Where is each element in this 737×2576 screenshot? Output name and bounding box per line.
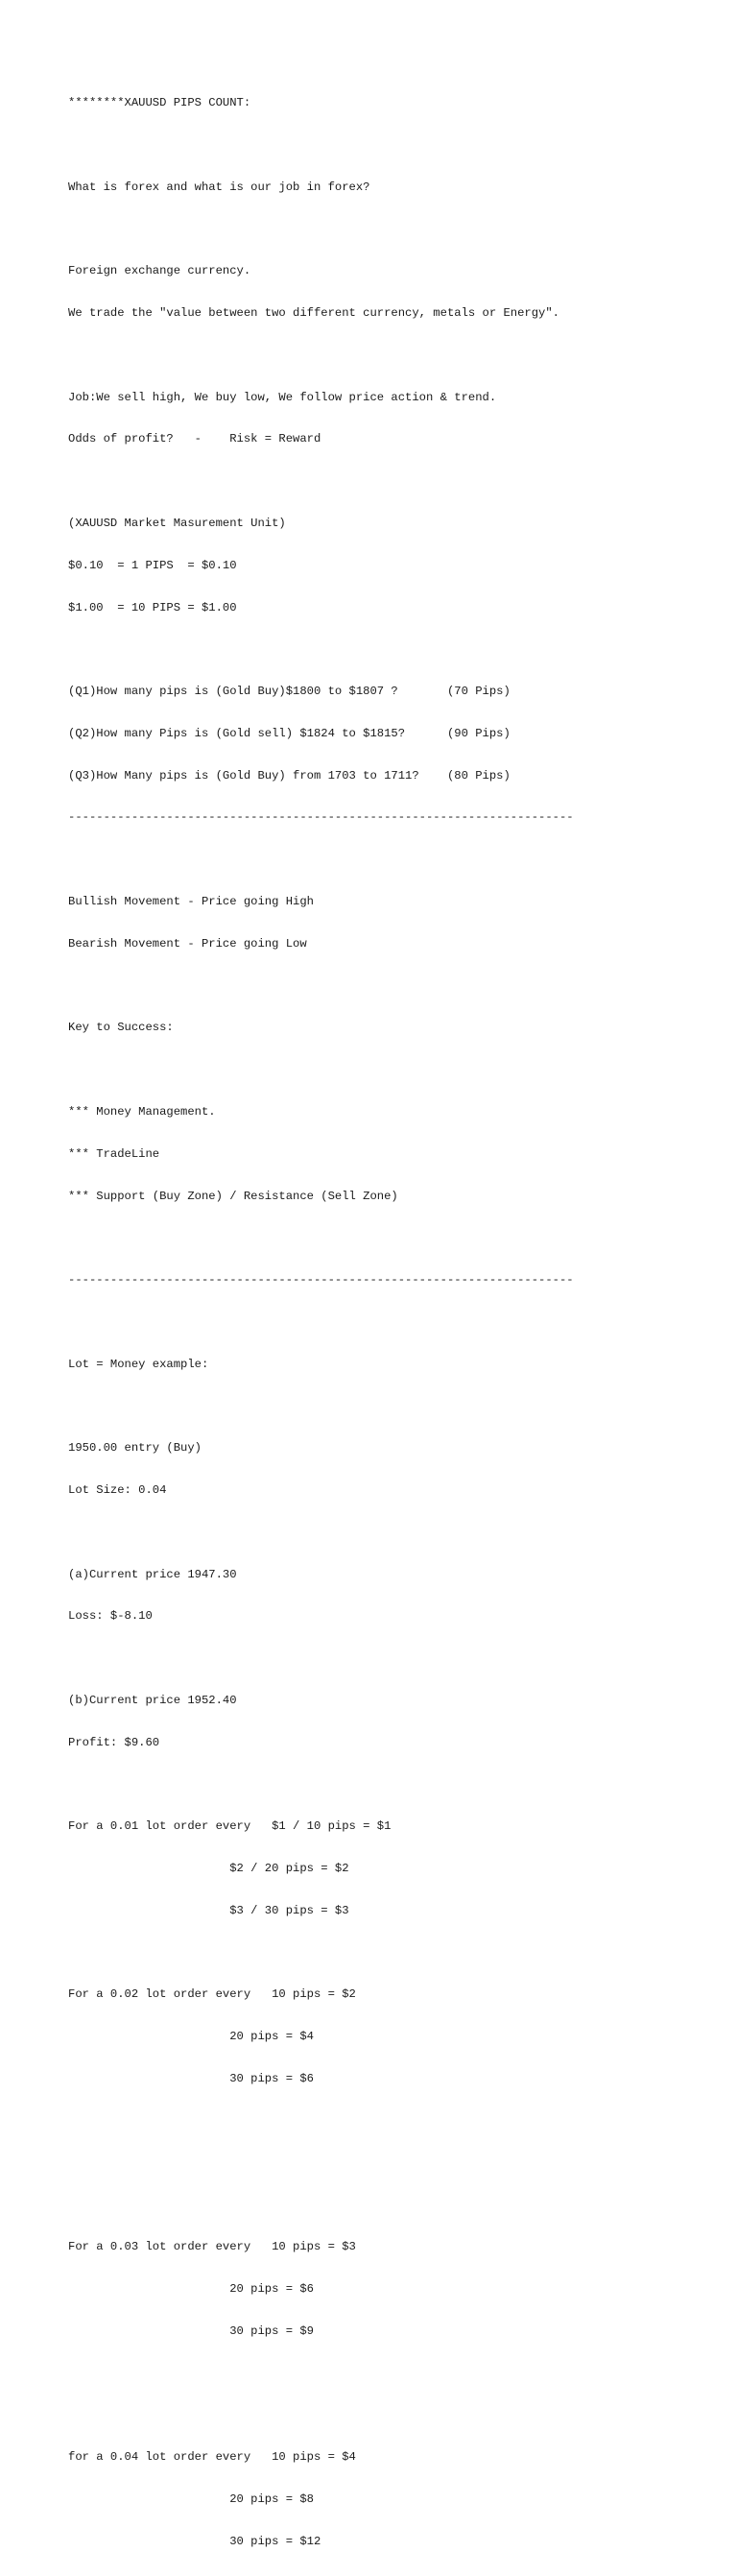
blank-line: [68, 474, 574, 489]
section-heading: Key to Success:: [68, 1021, 174, 1035]
blank-line: [68, 2198, 574, 2212]
lot-table-line: For a 0.03 lot order every 10 pips = $3: [68, 2240, 356, 2254]
text-line: Loss: $-8.10: [68, 1609, 153, 1624]
lot-table-line: 20 pips = $6: [68, 2281, 314, 2296]
lot-table-line: For a 0.02 lot order every 10 pips = $2: [68, 1987, 356, 2002]
lot-table-line: $2 / 20 pips = $2: [68, 1862, 349, 1875]
text-line: 1950.00 entry (Buy): [68, 1441, 202, 1456]
blank-line: [68, 1063, 574, 1077]
text-line: Bullish Movement - Price going High: [68, 895, 314, 909]
blank-line: [68, 1231, 574, 1245]
text-line: (a)Current price 1947.30: [68, 1567, 237, 1581]
blank-line: [68, 349, 574, 363]
section-heading: Lot = Money example:: [68, 1357, 209, 1371]
blank-line: [68, 223, 574, 237]
text-line: Odds of profit? - Risk = Reward: [68, 432, 321, 446]
lot-table-line: $3 / 30 pips = $3: [68, 1903, 349, 1917]
document-body: [68, 68, 574, 2576]
lot-table-line: 30 pips = $9: [68, 2323, 314, 2338]
text-line: Bearish Movement - Price going Low: [68, 936, 307, 951]
lot-table-line: For a 0.01 lot order every $1 / 10 pips = $1: [68, 1819, 392, 1834]
blank-line: [68, 138, 574, 153]
separator-line: ------------------------------------------------------------------------: [68, 1273, 574, 1288]
question-line: (Q2)How many Pips is (Gold sell) $1824 to $1815? (90 Pips): [68, 726, 511, 740]
list-item: *** Money Management.: [68, 1104, 216, 1119]
question-line: (Q3)How Many pips is (Gold Buy) from 1703 to 1711? (80 Pips): [68, 768, 511, 782]
blank-line: [68, 642, 574, 657]
list-item: *** Support (Buy Zone) / Resistance (Sell Zone): [68, 1189, 398, 1203]
blank-line: [68, 1526, 574, 1540]
lot-table-line: 20 pips = $8: [68, 2492, 314, 2506]
blank-line: [68, 1651, 574, 1666]
blank-line: [68, 1946, 574, 1961]
lot-table-line: 30 pips = $6: [68, 2071, 314, 2085]
list-item: *** TradeLine: [68, 1146, 160, 1161]
blank-line: [68, 2114, 574, 2129]
separator-line: ------------------------------------------------------------------------: [68, 810, 574, 825]
text-line: (XAUUSD Market Masurement Unit): [68, 517, 286, 530]
blank-line: [68, 1777, 574, 1792]
lot-table-line: for a 0.04 lot order every 10 pips = $4: [68, 2449, 356, 2464]
doc-title: ********XAUUSD PIPS COUNT:: [68, 96, 251, 110]
text-line: Job:We sell high, We buy low, We follow price action & trend.: [68, 390, 497, 404]
blank-line: [68, 853, 574, 867]
text-line: Lot Size: 0.04: [68, 1482, 167, 1497]
question-line: (Q1)How many pips is (Gold Buy)$1800 to $1807 ? (70 Pips): [68, 685, 511, 699]
blank-line: [68, 2155, 574, 2170]
blank-line: [68, 2408, 574, 2422]
text-line: Profit: $9.60: [68, 1735, 160, 1749]
question-heading: What is forex and what is our job in forex?: [68, 180, 370, 194]
text-line: $0.10 = 1 PIPS = $0.10: [68, 558, 237, 572]
blank-line: [68, 2366, 574, 2380]
blank-line: [68, 979, 574, 994]
blank-line: [68, 1399, 574, 1413]
text-line: (b)Current price 1952.40: [68, 1693, 237, 1707]
text-line: Foreign exchange currency.: [68, 264, 251, 278]
blank-line: [68, 1315, 574, 1330]
lot-table-line: 20 pips = $4: [68, 2030, 314, 2044]
lot-table-line: 30 pips = $12: [68, 2534, 321, 2548]
text-line: We trade the "value between two different currency, metals or Energy".: [68, 306, 559, 321]
text-line: $1.00 = 10 PIPS = $1.00: [68, 600, 237, 614]
